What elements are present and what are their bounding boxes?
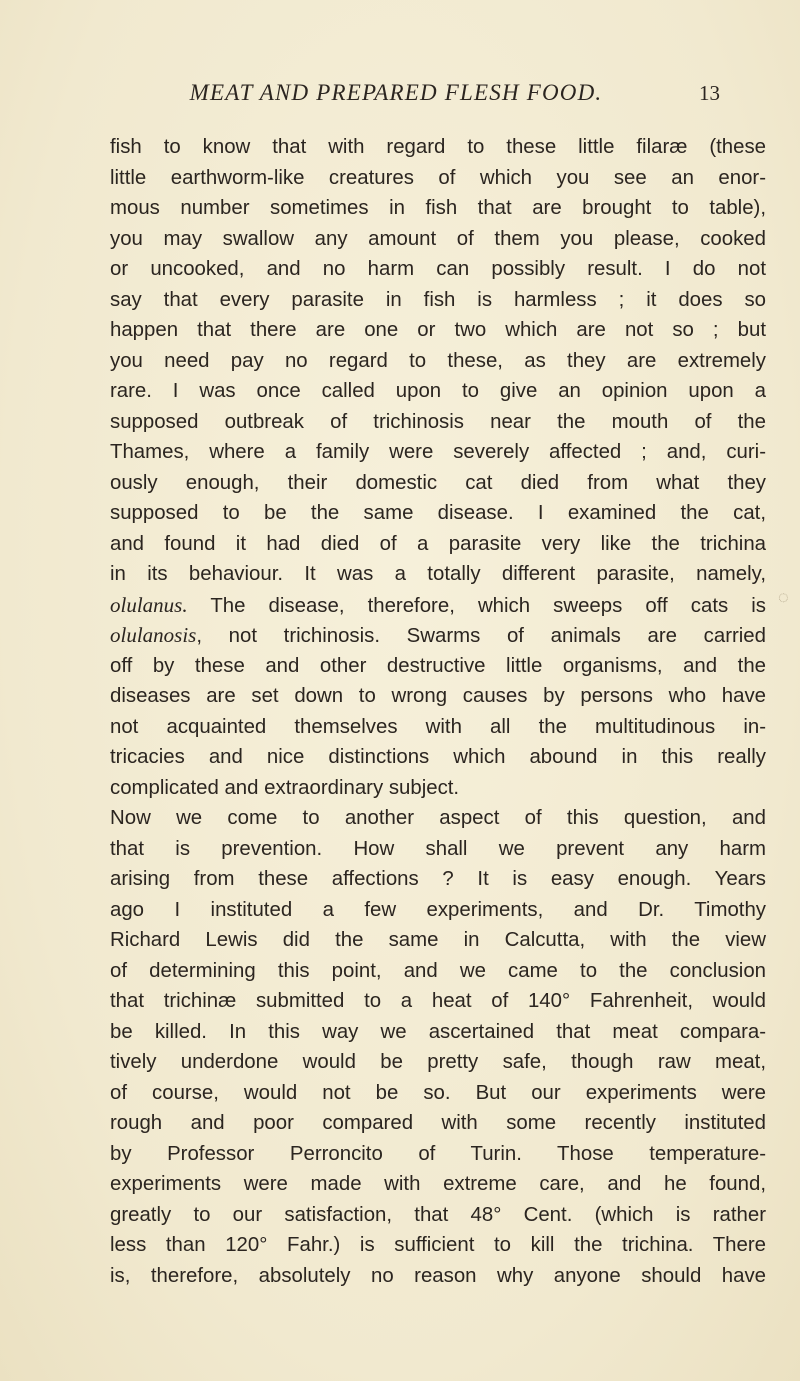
line-text: be killed. In this way we ascertained that meat compara- bbox=[110, 1020, 766, 1043]
line-text: Thames, where a family were severely affected ; and, curi- bbox=[110, 441, 766, 463]
line-text: arising from these affections ? It is easy enough. Years bbox=[110, 868, 766, 890]
line-text: supposed outbreak of trichinosis near the mouth of the bbox=[110, 410, 766, 433]
line-text: of determining this point, and we came to the conclusion bbox=[110, 959, 766, 982]
text-line bbox=[110, 712, 766, 743]
text-line bbox=[110, 407, 766, 438]
text-line bbox=[110, 132, 766, 163]
text-line bbox=[110, 803, 766, 834]
line-text: experiments were made with extreme care, and he found, bbox=[110, 1173, 766, 1195]
text-line bbox=[110, 193, 766, 224]
margin-mark: ◌ bbox=[778, 587, 789, 607]
line-text: ago I instituted a few experiments, and Dr. Timothy bbox=[110, 898, 766, 921]
line-text: greatly to our satisfaction, that 48° Cent. (which is rather bbox=[110, 1203, 766, 1226]
italic-term: olulanus. bbox=[110, 592, 188, 617]
text-line bbox=[110, 315, 766, 346]
line-text: little earthworm-like creatures of which you see an enor- bbox=[110, 166, 766, 189]
text-line bbox=[110, 1108, 766, 1139]
body-text bbox=[110, 132, 766, 1291]
line-text: is, therefore, absolutely no reason why anyone should have bbox=[110, 1264, 766, 1287]
line-text: rare. I was once called upon to give an opinion upon a bbox=[110, 380, 766, 402]
text-line bbox=[110, 498, 766, 529]
text-line bbox=[110, 285, 766, 316]
line-text: you need pay no regard to these, as they are extremely bbox=[110, 349, 766, 372]
line-text: rough and poor compared with some recently instituted bbox=[110, 1112, 766, 1134]
line-text: happen that there are one or two which are not so ; but bbox=[110, 319, 766, 341]
text-line bbox=[110, 1139, 766, 1170]
line-text: off by these and other destructive little organisms, and the bbox=[110, 654, 766, 677]
line-text: supposed to be the same disease. I examined the cat, bbox=[110, 502, 766, 524]
text-line bbox=[110, 590, 766, 621]
text-line bbox=[110, 1017, 766, 1048]
line-text: of course, would not be so. But our experiments were bbox=[110, 1081, 766, 1104]
page-number: 13 bbox=[699, 81, 720, 105]
text-line bbox=[110, 956, 766, 987]
italic-term: olulanosis bbox=[110, 623, 197, 647]
text-line bbox=[110, 986, 766, 1017]
line-text: The disease, therefore, which sweeps off cats is bbox=[187, 594, 766, 617]
line-text: ously enough, their domestic cat died from what they bbox=[110, 471, 766, 494]
line-text: complicated and extraordinary subject. bbox=[110, 776, 460, 799]
text-line bbox=[110, 346, 766, 377]
running-head bbox=[110, 80, 720, 112]
text-line bbox=[110, 1200, 766, 1231]
text-line bbox=[110, 1078, 766, 1109]
text-line bbox=[110, 468, 766, 499]
line-text: diseases are set down to wrong causes by persons who have bbox=[110, 685, 766, 707]
text-line bbox=[110, 681, 766, 712]
text-line bbox=[110, 437, 766, 468]
line-text: and found it had died of a parasite very like the trichina bbox=[110, 532, 766, 555]
line-text: tively underdone would be pretty safe, though raw meat, bbox=[110, 1051, 766, 1073]
line-text: you may swallow any amount of them you please, cooked bbox=[110, 227, 766, 250]
line-text: Now we come to another aspect of this question, and bbox=[110, 807, 766, 829]
line-text: or uncooked, and no harm can possibly result. I do not bbox=[110, 258, 766, 280]
line-text: by Professor Perroncito of Turin. Those temperature- bbox=[110, 1142, 766, 1165]
text-line bbox=[110, 163, 766, 194]
running-title: MEAT AND PREPARED FLESH FOOD. bbox=[189, 80, 603, 105]
line-text: mous number sometimes in fish that are brought to table), bbox=[110, 197, 766, 219]
text-line bbox=[110, 1047, 766, 1078]
text-line bbox=[110, 925, 766, 956]
text-line bbox=[110, 742, 766, 773]
line-text: say that every parasite in fish is harmless ; it does so bbox=[110, 288, 766, 311]
text-line bbox=[110, 773, 766, 804]
line-text: that is prevention. How shall we prevent any harm bbox=[110, 837, 766, 860]
line-text: less than 120° Fahr.) is sufficient to kill the trichina. There bbox=[110, 1234, 766, 1256]
text-line bbox=[110, 376, 766, 407]
text-line bbox=[110, 834, 766, 865]
line-text: not acquainted themselves with all the multitudinous in- bbox=[110, 715, 766, 738]
text-line bbox=[110, 1261, 766, 1292]
text-line bbox=[110, 1230, 766, 1261]
text-line bbox=[110, 529, 766, 560]
text-line bbox=[110, 864, 766, 895]
line-text: , not trichinosis. Swarms of animals are carried bbox=[196, 625, 766, 647]
line-text: that trichinæ submitted to a heat of 140° Fahrenheit, would bbox=[110, 990, 766, 1012]
text-line bbox=[110, 1169, 766, 1200]
text-line bbox=[110, 620, 766, 651]
text-line bbox=[110, 559, 766, 590]
line-text: tricacies and nice distinctions which abound in this really bbox=[110, 746, 766, 768]
text-line bbox=[110, 651, 766, 682]
text-line bbox=[110, 224, 766, 255]
line-text: fish to know that with regard to these little filaræ (these bbox=[110, 136, 766, 158]
text-line bbox=[110, 895, 766, 926]
text-line bbox=[110, 254, 766, 285]
line-text: Richard Lewis did the same in Calcutta, with the view bbox=[110, 929, 766, 951]
line-text: in its behaviour. It was a totally different parasite, namely, bbox=[110, 563, 766, 585]
